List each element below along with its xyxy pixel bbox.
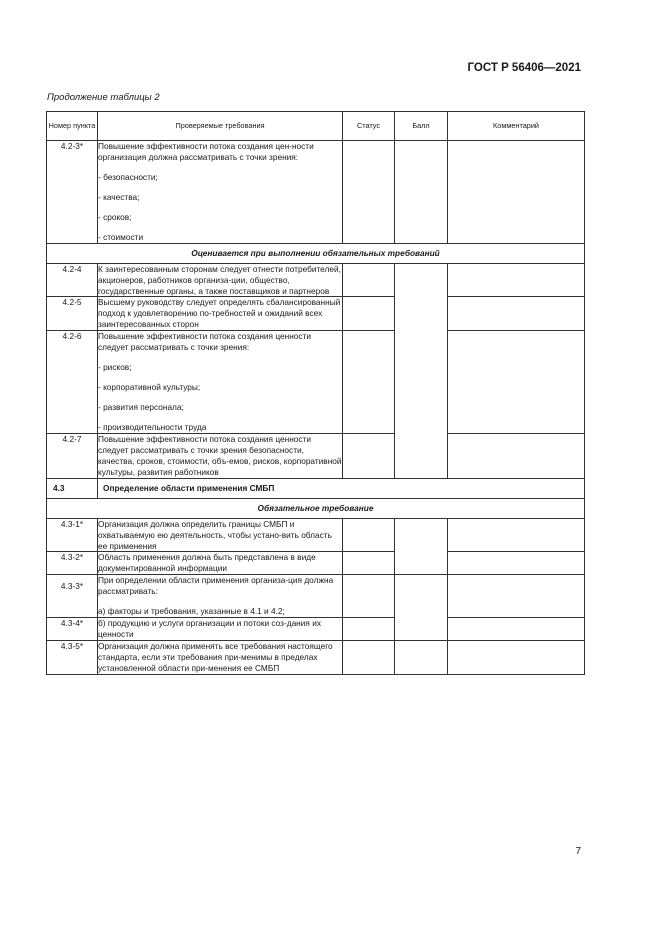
column-header-comment: Комментарий bbox=[448, 112, 585, 141]
requirement-text: Организация должна определить границы СМБП и охватываемую ею деятельность, чтобы устано-вить область ее применения bbox=[98, 518, 343, 552]
comment-cell bbox=[448, 141, 585, 244]
status-cell bbox=[343, 433, 395, 478]
requirement-text: Повышение эффективности потока создания ценности следует рассматривать с точки зрения: - рисков; - корпоративной культуры; - развития персонала; - производительности труда bbox=[98, 331, 343, 434]
column-header-number: Номер пункта bbox=[47, 112, 98, 141]
requirements-table bbox=[46, 111, 585, 675]
clause-title: Определение области применения СМБП bbox=[98, 478, 585, 498]
requirement-text: Организация должна применять все требования настоящего стандарта, если эти требования при-менимы в пределах установленной области при-менения ее СМБП bbox=[98, 641, 343, 675]
column-header-requirement: Проверяемые требования bbox=[98, 112, 343, 141]
table-row bbox=[47, 552, 585, 575]
status-cell bbox=[343, 263, 395, 297]
item-number: 4.2-3* bbox=[47, 141, 98, 244]
status-cell bbox=[343, 618, 395, 641]
table-row bbox=[47, 433, 585, 478]
table-row bbox=[47, 575, 585, 618]
section-row: Оценивается при выполнении обязательных требований bbox=[47, 243, 585, 263]
comment-cell bbox=[448, 331, 585, 434]
clause-heading-row bbox=[47, 478, 585, 498]
column-header-status: Статус bbox=[343, 112, 395, 141]
requirement-text: б) продукцию и услуги организации и потоки соз-дания их ценности bbox=[98, 618, 343, 641]
page-number: 7 bbox=[575, 846, 581, 857]
table-row bbox=[47, 263, 585, 297]
document-code: ГОСТ Р 56406—2021 bbox=[467, 62, 581, 74]
item-number: 4.2-6 bbox=[47, 331, 98, 434]
status-cell bbox=[343, 297, 395, 331]
item-number: 4.3-4* bbox=[47, 618, 98, 641]
table-row bbox=[47, 297, 585, 331]
item-number: 4.3-5* bbox=[47, 641, 98, 675]
item-number: 4.2-4 bbox=[47, 263, 98, 297]
status-cell bbox=[343, 141, 395, 244]
requirement-text: Высшему руководству следует определять сбалансированный подход к удовлетворению по-требностей и ожиданий всех заинтересованных сторон bbox=[98, 297, 343, 331]
item-number: 4.2-5 bbox=[47, 297, 98, 331]
requirement-text: К заинтересованным сторонам следует отнести потребителей, акционеров, работников организа-ции, общество, государственные органы, а также поставщиков и партнеров bbox=[98, 263, 341, 296]
column-header-score: Балл bbox=[395, 112, 448, 141]
item-number: 4.2-7 bbox=[47, 433, 98, 478]
requirement-text: Область применения должна быть представлена в виде документированной информации bbox=[98, 552, 343, 575]
score-cell bbox=[395, 263, 448, 478]
table-row bbox=[47, 141, 585, 244]
comment-cell bbox=[448, 552, 585, 575]
comment-cell bbox=[448, 297, 585, 331]
table-caption: Продолжение таблицы 2 bbox=[47, 92, 160, 103]
comment-cell bbox=[448, 518, 585, 552]
status-cell bbox=[343, 575, 395, 618]
comment-cell bbox=[448, 618, 585, 641]
item-number: 4.3-1* bbox=[47, 518, 98, 552]
section-row: Обязательное требование bbox=[47, 498, 585, 518]
score-cell bbox=[395, 141, 448, 244]
status-cell bbox=[343, 331, 395, 434]
status-cell bbox=[343, 518, 395, 552]
requirement-text: Повышение эффективности потока создания ценности следует рассматривать с точки зрения безопасности, качества, сроков, стоимости, объ-емов, рисков, корпоративной культуры, развития работников bbox=[98, 433, 342, 477]
comment-cell bbox=[448, 575, 585, 618]
score-cell bbox=[395, 575, 448, 641]
table-row bbox=[47, 331, 585, 434]
status-cell bbox=[343, 552, 395, 575]
comment-cell bbox=[448, 263, 585, 297]
comment-cell bbox=[448, 433, 585, 478]
comment-cell bbox=[448, 641, 585, 675]
item-number: 4.3-3* bbox=[47, 575, 98, 618]
score-cell bbox=[395, 641, 448, 675]
table-header-row bbox=[47, 112, 585, 141]
table-row bbox=[47, 641, 585, 675]
status-cell bbox=[343, 641, 395, 675]
item-number: 4.3-2* bbox=[47, 552, 98, 575]
requirement-text: Повышение эффективности потока создания цен-ности организация должна рассматривать с точки зрения: - безопасности; - качества; - сроков; - стоимости bbox=[98, 141, 343, 244]
clause-number: 4.3 bbox=[47, 478, 98, 498]
table-row bbox=[47, 618, 585, 641]
score-cell bbox=[395, 518, 448, 575]
table-row bbox=[47, 518, 585, 552]
requirement-text: При определении области применения организа-ция должна рассматривать: а) факторы и требования, указанные в 4.1 и 4.2; bbox=[98, 575, 343, 618]
